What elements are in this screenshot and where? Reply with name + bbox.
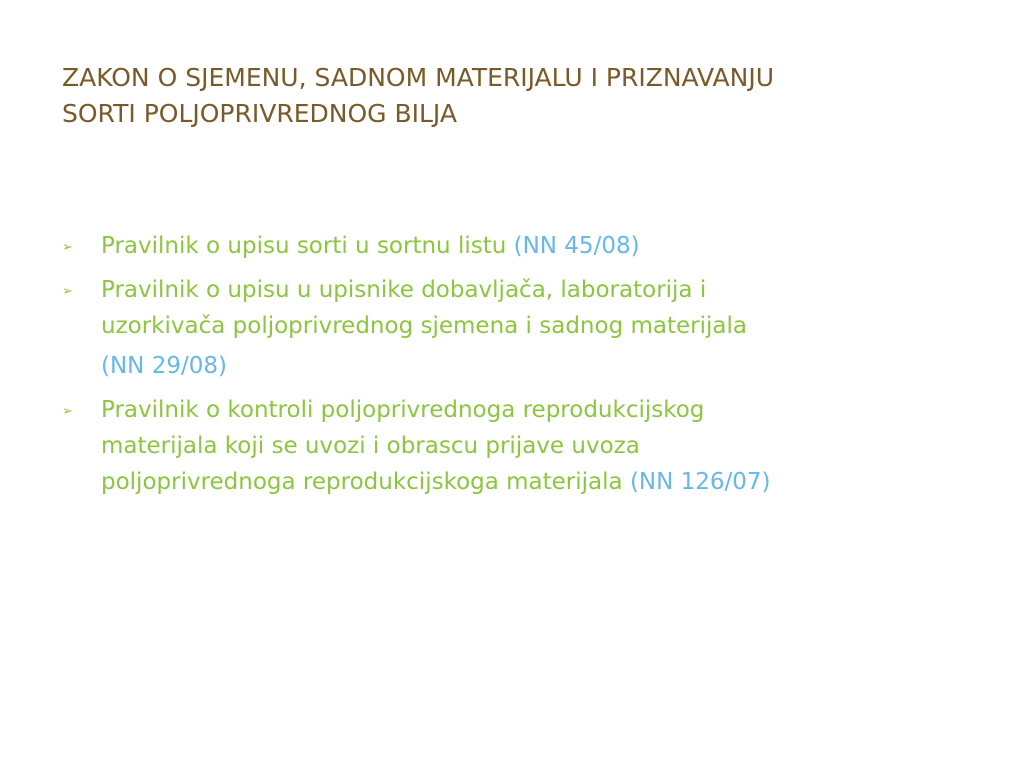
bullet-text-line: [101, 464, 962, 500]
title-line-2: SORTI POLJOPRIVREDNOG BILJA: [62, 99, 457, 128]
bullet-text-line: uzorkivača poljoprivrednog sjemena i sadnog materijala: [101, 313, 747, 339]
bullet-text-line: Pravilnik o upisu u upisnike dobavljača, laboratorija i: [101, 277, 707, 303]
bullet-item-2: [62, 272, 962, 384]
arrowhead-bullet-icon: ➢: [62, 404, 73, 419]
bullet-text-line: Pravilnik o kontroli poljoprivrednoga reprodukcijskog: [101, 397, 705, 423]
arrowhead-bullet-icon: ➢: [62, 284, 73, 299]
bullet-reference: (NN 126/07): [629, 469, 771, 495]
bullet-text-line: materijala koji se uvozi i obrascu prijave uvoza: [101, 433, 640, 459]
bullet-list: [62, 228, 962, 508]
bullet-item-1: [62, 228, 962, 264]
bullet-reference: (NN 29/08): [101, 353, 227, 379]
arrowhead-bullet-icon: ➢: [62, 240, 73, 255]
bullet-reference: (NN 45/08): [513, 233, 640, 259]
title-line-1: ZAKON O SJEMENU, SADNOM MATERIJALU I PRIZNAVANJU: [62, 63, 775, 92]
bullet-item-3: [62, 392, 962, 500]
bullet-text: poljoprivrednoga reprodukcijskoga materijala: [101, 469, 630, 495]
slide-title: [62, 60, 962, 132]
bullet-text: Pravilnik o upisu sorti u sortnu listu: [101, 233, 514, 259]
